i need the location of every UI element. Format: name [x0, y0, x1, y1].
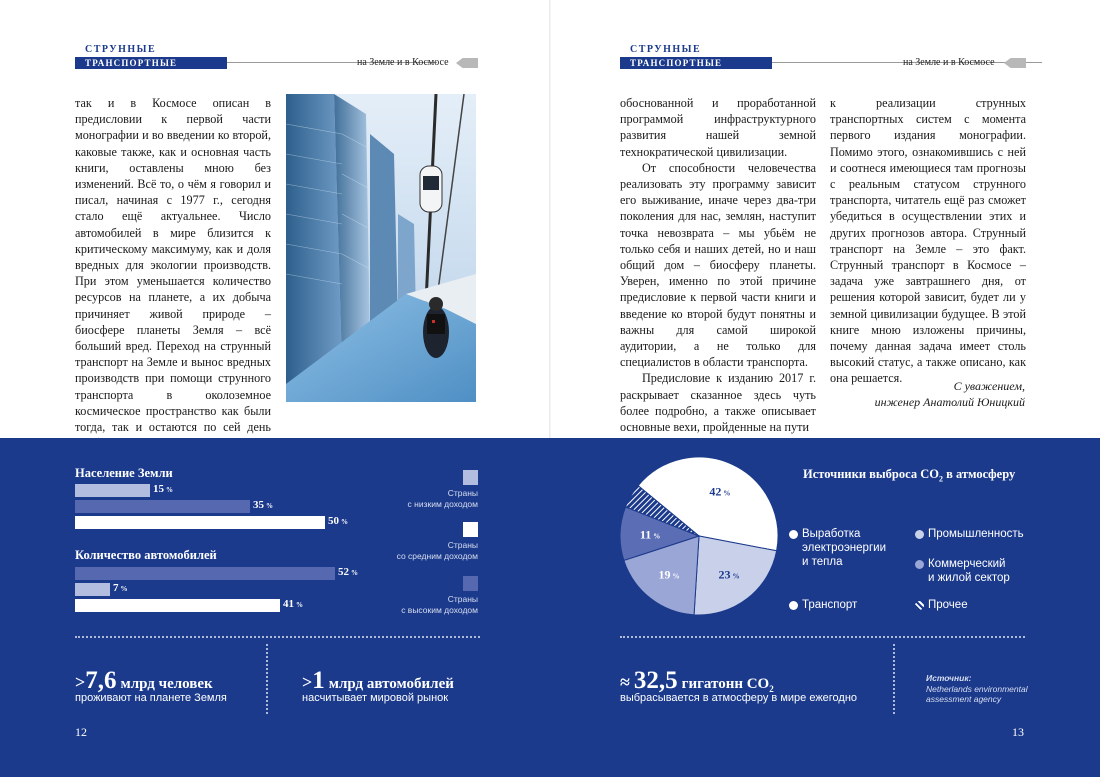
pie-legend-label: и тепла	[802, 556, 843, 568]
legend-dot-icon	[915, 560, 924, 569]
pie-legend-label: Транспорт	[802, 599, 858, 611]
header-subtitle: на Земле и в Космосе	[357, 57, 449, 68]
stat-cars-caption: насчитывает мировой рынок	[302, 692, 449, 704]
pie-slice-label: 42 %	[709, 484, 731, 499]
right-page-text-col1	[620, 95, 816, 435]
pie-chart	[619, 456, 779, 616]
bar-high	[75, 567, 335, 580]
pie-legend-item	[915, 527, 1024, 541]
pie-legend-label: Промышленность	[928, 528, 1024, 540]
pie-slice-label: 23 %	[718, 567, 740, 582]
pie-title	[803, 467, 1015, 484]
bar-value-label: 7 %	[113, 582, 128, 594]
cars-title: Количество автомобилей	[75, 548, 217, 562]
divider	[75, 636, 480, 638]
bar-value-label: 35 %	[253, 499, 273, 511]
pie-legend-label: Прочее	[928, 599, 968, 611]
bar-value-label: 41 %	[283, 598, 303, 610]
divider	[893, 644, 895, 714]
legend-high	[401, 594, 478, 616]
legend-low	[408, 488, 478, 510]
source-note	[926, 673, 1028, 705]
right-page-text-col2	[830, 95, 1026, 387]
divider	[266, 644, 268, 714]
pie-legend-label: Коммерческий	[928, 558, 1006, 570]
stat-value: 7,6	[85, 667, 117, 694]
stat-prefix: >	[302, 672, 313, 692]
pie-title-subscript: 2	[938, 474, 943, 484]
stat-prefix: ≈	[620, 672, 630, 692]
pie-title-main: Источники выброса CO	[803, 467, 939, 481]
series-title-line2: ТРАНСПОРТНЫЕ СИСТЕМЫ >>	[620, 57, 772, 69]
header-subtitle: на Земле и в Космосе	[903, 57, 995, 68]
legend-dot-icon	[915, 530, 924, 539]
legend-low-line1: Страны	[447, 488, 478, 498]
photo-illustration	[286, 94, 476, 402]
pie-legend-label: и жилой сектор	[928, 572, 1010, 584]
paragraph: От способности человечества реализовать эту программу зависит его выживание, иначе через два-три поколения для нас, землян, наступит точка невозврата – мы убьём не только себя и наших детей, но и наш общий дом – биосферу планеты. Уверен, именно по этой причине предисловие к первой части книги и введение ко второй будут понятны и важны для самой широкой аудитории, а не только для специалистов в области транспорта.	[620, 160, 816, 370]
stat-co2	[620, 667, 774, 695]
paragraph: Предисловие к изданию 2017 г. раскрывает сказанное здесь чуть более подробно, а также описывает основные вехи, пройденные на пути	[620, 371, 816, 435]
stat-unit: млрд человек	[120, 676, 213, 692]
signature-greeting: С уважением,	[953, 379, 1025, 393]
divider	[620, 636, 1025, 638]
pie-legend-item	[915, 598, 968, 612]
stat-value: 32,5	[633, 667, 678, 694]
population-title: Население Земли	[75, 466, 173, 480]
stat-population	[75, 667, 213, 695]
right-running-header	[620, 44, 1025, 80]
stat-co2-caption: выбрасывается в атмосферу в мире ежегодно	[620, 692, 858, 704]
photo-string-transport	[286, 94, 476, 402]
pie-legend-item	[789, 598, 857, 612]
bar-middle	[75, 516, 325, 529]
arrow-left-icon	[456, 58, 478, 68]
legend-middle-line2: со средним доходом	[396, 551, 478, 561]
legend-middle	[397, 540, 478, 562]
bar-value-label: 52 %	[338, 566, 358, 578]
bar-value-label: 50 %	[328, 515, 348, 527]
bar-high	[75, 500, 250, 513]
bar-value-label: 15 %	[153, 483, 173, 495]
stat-population-caption: проживают на планете Земля	[75, 692, 227, 704]
pie-title-tail: в атмосферу	[942, 467, 1016, 481]
pie-legend-label: электроэнергии	[802, 542, 886, 554]
bar-low	[75, 583, 110, 596]
stat-unit: млрд автомобилей	[328, 676, 454, 692]
stat-prefix: >	[75, 672, 86, 692]
legend-high-line2: с высоким доходом	[401, 605, 478, 615]
legend-low-line2: с низким доходом	[407, 499, 478, 509]
legend-dot-icon	[789, 601, 798, 610]
page-number-left: 12	[75, 725, 87, 739]
book-spine	[549, 0, 551, 438]
signature-author: инженер Анатолий Юницкий	[874, 395, 1025, 409]
series-title-line2: ТРАНСПОРТНЫЕ СИСТЕМЫ >>	[75, 57, 227, 69]
stat-cars	[302, 667, 454, 695]
legend-low-swatch	[463, 470, 478, 485]
legend-middle-swatch	[463, 522, 478, 537]
series-title-line1: СТРУННЫЕ	[630, 44, 702, 55]
stat-unit-subscript: 2	[769, 684, 774, 695]
signature	[875, 378, 1025, 410]
source-line1: Netherlands environmental	[926, 683, 1028, 694]
arrow-left-icon	[1004, 58, 1026, 68]
pie-legend-item	[915, 557, 1010, 585]
pie-slice-label: 19 %	[658, 567, 680, 582]
stat-unit: гигатонн CO	[681, 676, 770, 692]
legend-middle-line1: Страны	[447, 540, 478, 550]
left-page-text	[75, 95, 271, 451]
paragraph: обоснованной и проработанной программой инфраструктурного развития нашей земной технократической цивилизации.	[620, 96, 816, 159]
legend-dot-icon	[915, 601, 924, 610]
page-number-right: 13	[1012, 725, 1024, 739]
pie-slice-label: 11 %	[639, 527, 661, 542]
paragraph: к реализации струнных транспортных систем с момента первого издания монографии. Помимо этого, ознакомившись с ней и соотнеся имеющиеся там прогнозы с реальным статусом струнного транспорта, читатель ещё раз сможет убедиться в осуществлении этих и других прогнозов автора. Струнный транспорт на Земле – это факт. Струнный транспорт в Космосе – задача уже завтрашнего дня, от решения которой зависит, будет ли у земной цивилизации будущее. В этой книге мною изложены причины, почему данная задача имеет столь высокий статус, а также описано, как она решается.	[830, 96, 1026, 386]
pie-legend-item	[789, 527, 886, 569]
stat-value: 1	[312, 667, 325, 694]
legend-dot-icon	[789, 530, 798, 539]
paragraph: так и в Космосе описан в предисловии к первой части монографии и во введении ко второй, каковые также, как и основная часть книги, оставлены мною без изменений. Всё то, о чём я говорил и писал, начиная с 1977 г., сегодня стало ещё актуальнее. Число автомобилей в мире близится к критическому максимуму, как и доля вредных для экологии производств. При этом уменьшается количество ресурсов на планете, а их добыча причиняет живой природе – биосфере планеты Земля – всё больший вред. Переход на струнный транспорт на Земле и вынос вредных производств при помощи струнного транспорта в околоземное космическое пространство как были тогда, так и остаются по сей день	[75, 96, 271, 435]
pie-legend-label: Выработка	[802, 528, 861, 540]
bar-low	[75, 484, 150, 497]
legend-high-swatch	[463, 576, 478, 591]
left-running-header	[75, 44, 480, 80]
series-title-line1: СТРУННЫЕ	[85, 44, 157, 55]
legend-high-line1: Страны	[447, 594, 478, 604]
bar-middle	[75, 599, 280, 612]
source-label: Источник:	[926, 673, 972, 683]
source-line2: assessment agency	[926, 694, 1002, 704]
